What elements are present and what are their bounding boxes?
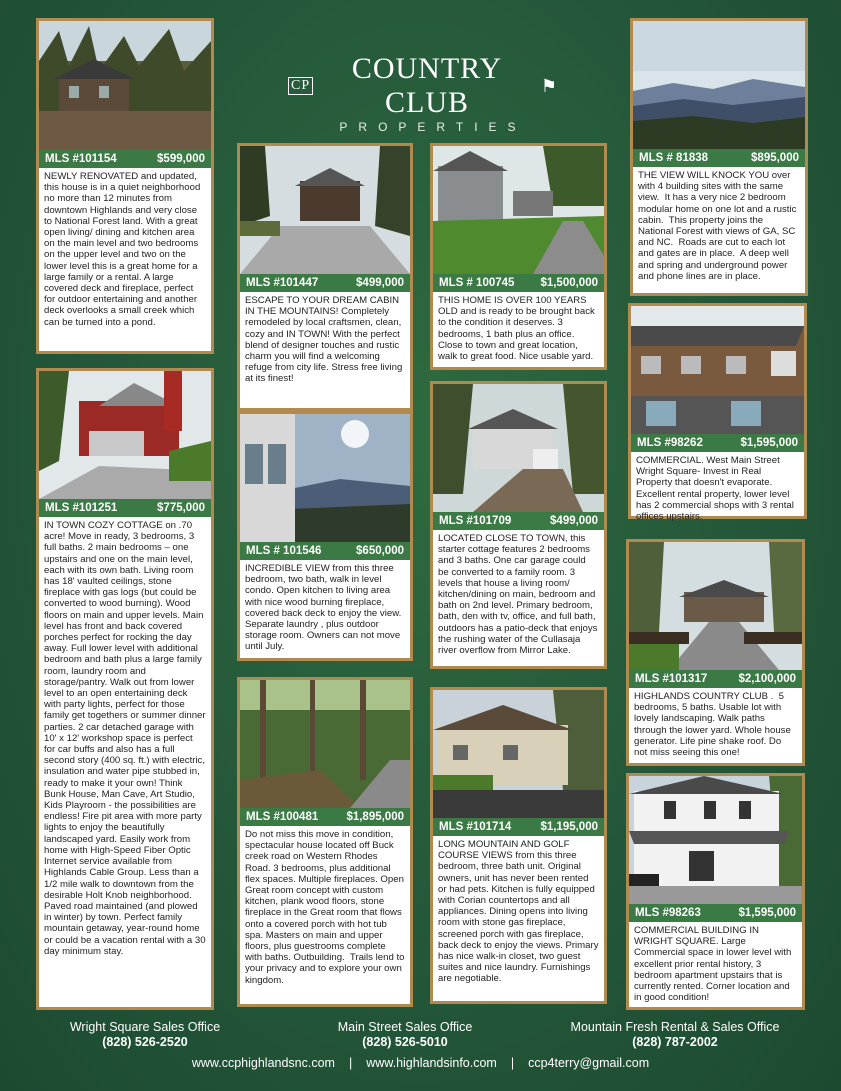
listing-mls-price: [240, 274, 410, 292]
golf-flag-icon: ⚑: [540, 76, 558, 96]
footer-links: [0, 1056, 841, 1070]
price: $1,595,000: [738, 907, 796, 919]
listing-photo-starter-cottage: [433, 384, 604, 512]
footer-office-wright-square: [40, 1020, 250, 1050]
listing-card[interactable]: [628, 303, 807, 523]
listing-mls-price: [240, 808, 410, 826]
price: $499,000: [550, 515, 598, 527]
listing-card[interactable]: [430, 381, 607, 669]
listing-mls-price: [633, 149, 805, 167]
price: $599,000: [157, 153, 205, 165]
divider: |: [348, 1056, 353, 1070]
listing-description: THIS HOME IS OVER 100 YEARS OLD and is ready to be brought back to the condition it deserves. 3 bedrooms, 1 bath plus an office. Close to town and great location, walk to great food. Nice usable yard.: [438, 295, 598, 363]
office-name: Main Street Sales Office: [337, 1020, 473, 1034]
price: $650,000: [356, 545, 404, 557]
listing-card[interactable]: [237, 143, 413, 411]
office-phone: (828) 526-5010: [362, 1035, 448, 1049]
listing-photo-commercial-building: [631, 306, 804, 434]
listing-card[interactable]: [237, 677, 413, 1007]
listing-description: THE VIEW WILL KNOCK YOU over with 4 building sites with the same view. It has a very nice 2 bedroom modular home on one lot and a rustic cabin. This property joins the National Forest with views of GA, SC and NC. Roads are cut to each lot and gates are in place. A deep well and spring and underground power and phone lines are in place.: [638, 170, 800, 282]
listing-description: COMMERCIAL BUILDING IN WRIGHT SQUARE. Large Commercial space in lower level with excellent prior rental history, 3 bedroom apartment upstairs that is currently rented. Corner location and in good condition!: [634, 925, 794, 1004]
mls-number: MLS # 100745: [439, 277, 515, 289]
listing-card[interactable]: [237, 411, 413, 661]
company-logo: [288, 52, 558, 134]
listing-description: NEWLY RENOVATED and updated, this house is in a quiet neighborhood no more than 12 minutes from downtown Highlands and very close to National Forest land. With a great open living/ dining and kitchen area on the main level and two bedrooms on the upper level and two on the lower level this is a great home for a large family or a rental. A large covered deck and fireplace, perfect for outdoor entertaining and another deck overlooks a small creek which can be turned into a pond.: [44, 171, 203, 328]
listing-photo-country-club-home: [629, 542, 802, 670]
listing-mls-price: [631, 434, 804, 452]
footer-office-mountain-fresh: [545, 1020, 805, 1050]
mls-number: MLS #98262: [637, 437, 703, 449]
listing-mls-price: [433, 274, 604, 292]
listing-photo-house: [39, 21, 211, 150]
mls-number: MLS #100481: [246, 811, 319, 823]
listing-description: LOCATED CLOSE TO TOWN, this starter cottage features 2 bedrooms and 3 baths. One car garage could be converted to a family room. 3 levels that house a living room/ kitchen/dining on main, bedroom and bath on 2nd level. Primary bedroom, bath, den with tv, office, and full bath, outdoors has a patio-deck that enjoys the rushing water of the Cullasaja river overflow from Mirror Lake.: [438, 533, 601, 657]
listing-photo-cottage: [39, 371, 211, 499]
mls-number: MLS #101154: [45, 153, 117, 165]
footer-office-main-street: [310, 1020, 500, 1050]
office-name: Mountain Fresh Rental & Sales Office: [570, 1020, 780, 1034]
listing-mls-price: [240, 542, 410, 560]
logo-mark: CP: [288, 77, 313, 95]
email-link[interactable]: ccp4terry@gmail.com: [528, 1056, 650, 1070]
listing-photo-golf-condo: [433, 690, 604, 818]
listing-card[interactable]: [626, 539, 805, 766]
listing-photo-old-home: [433, 146, 604, 274]
mls-number: MLS #101447: [246, 277, 319, 289]
mls-number: MLS #101317: [635, 673, 708, 685]
price: $775,000: [157, 502, 205, 514]
price: $1,595,000: [740, 437, 798, 449]
logo-name: COUNTRY CLUB: [351, 52, 503, 119]
listing-card[interactable]: [36, 368, 214, 1010]
listing-mls-price: [39, 499, 211, 517]
listing-description: IN TOWN COZY COTTAGE on .70 acre! Move in ready, 3 bedrooms, 3 full baths. 2 main bedrooms – one upstairs and one on the main level, each with its own bath. Living room has 18' vaulted ceilings, stone fireplace with gas logs (but could be converted to wood burning). Wood floors on main and upper levels. Main level has front and back covered porches perfect for rocking the day away. Full lower level with additional bedroom and bath plus a large family room, laundry room and storage/pantry. Walk out from lower level to an open entertaining deck with party lights, perfect for those family get togethers or summer dinner parties. 2 car detached garage with 10' x 12' workshop space is perfect for car buffs and also has a full second story (400 sq. ft.) with electric, insulation and water pipe stubbed in, ready to make it your own! Think Bunk House, Man Cave, Art Studio, Kids Playroom - the possibilities are endless! Fire pit area with more party lights to enjoy the beautifully landscaped yard. Easily work from home with High-Speed Fiber Optic Internet service available from Highlands Cable Group. Less than a 1/2 mile walk to downtown from the desirable Holt Knob neighborhood. Paved road maintained (and plowed in winter) by town. Perfect family mountain getaway, year-round home or could be a vacation rental with a 30 day minimum stay.: [44, 520, 209, 957]
listing-mls-price: [433, 512, 604, 530]
office-phone: (828) 787-2002: [632, 1035, 718, 1049]
office-phone: (828) 526-2520: [102, 1035, 188, 1049]
listing-photo-wooded-house: [240, 680, 410, 808]
price: $1,500,000: [540, 277, 598, 289]
mls-number: MLS # 81838: [639, 152, 709, 164]
logo-subtitle: PROPERTIES: [339, 120, 527, 134]
price: $499,000: [356, 277, 404, 289]
mls-number: MLS #98263: [635, 907, 701, 919]
website-link-ccphighlands[interactable]: www.ccphighlandsnc.com: [191, 1056, 335, 1070]
listing-description: COMMERCIAL. West Main Street Wright Square- Invest in Real Property that doesn't evaporate. Excellent rental property, lower level has 2 commercial shops with 3 rental offices upstairs.: [636, 455, 797, 523]
mls-number: MLS #101709: [439, 515, 512, 527]
price: $2,100,000: [738, 673, 796, 685]
price: $1,895,000: [346, 811, 404, 823]
listing-photo-condo-view: [240, 414, 410, 542]
listing-card[interactable]: [630, 18, 808, 296]
mls-number: MLS #101714: [439, 821, 512, 833]
listing-photo-mountain-view: [633, 21, 805, 149]
listing-photo-wright-square-building: [629, 776, 802, 904]
listing-photo-cabin: [240, 146, 410, 274]
listing-card[interactable]: [36, 18, 214, 354]
price: $895,000: [751, 152, 799, 164]
mls-number: MLS #101251: [45, 502, 118, 514]
listing-mls-price: [39, 150, 211, 168]
office-name: Wright Square Sales Office: [69, 1020, 221, 1034]
listing-card[interactable]: [430, 687, 607, 1004]
listing-card[interactable]: [430, 143, 607, 370]
listing-mls-price: [629, 670, 802, 688]
listing-mls-price: [433, 818, 604, 836]
divider: |: [510, 1056, 515, 1070]
listing-card[interactable]: [626, 773, 805, 1010]
listing-description: HIGHLANDS COUNTRY CLUB . 5 bedrooms, 5 baths. Usable lot with lovely landscaping. Walk paths through the lower yard. Whole house generator. Life pine shake roof. Do not miss seeing this one!: [634, 691, 794, 759]
mls-number: MLS # 101546: [246, 545, 322, 557]
listing-mls-price: [629, 904, 802, 922]
website-link-highlandsinfo[interactable]: www.highlandsinfo.com: [366, 1056, 497, 1070]
listing-description: INCREDIBLE VIEW from this three bedroom, two bath, walk in level condo. Open kitchen to living area with nice wood burning fireplace, covered back deck to enjoy the view. Separate laundry , plus outdoor storage room. Owners can not move until July.: [245, 563, 404, 653]
listing-description: Do not miss this move in condition, spectacular house located off Buck creek road on Western Rhodes Road. 3 bedrooms, plus additional flex spaces. Multiple fireplaces. Open Great room concept with custom kitchen, plank wood floors, stone fireplace in the Great room that flows onto a covered porch with hot tub spa. Masters on main and upper floors, plus guestrooms complete with baths. Outbuilding. Trails lend to your privacy and to explore your own kingdom.: [245, 829, 408, 986]
listing-description: ESCAPE TO YOUR DREAM CABIN IN THE MOUNTAINS! Completely remodeled by local craftsmen, clean, cozy and IN TOWN! With the perfect blend of designer touches and rustic charm you will find a welcoming refuge from city life. Stress free living at its finest!: [245, 295, 405, 385]
listing-description: LONG MOUNTAIN AND GOLF COURSE VIEWS from this three bedroom, three bath unit. Original owners, unit has never been rented or had pets. Kitchen is fully equipped with Corian countertops and all appliances. Dining opens into living room with stone gas fireplace, screened porch with gas fireplace, back deck to enjoy the views. Primary has nice walk-in closet, two guest suites and nice laundry. Furnishings are negotiable.: [438, 839, 602, 985]
price: $1,195,000: [540, 821, 598, 833]
